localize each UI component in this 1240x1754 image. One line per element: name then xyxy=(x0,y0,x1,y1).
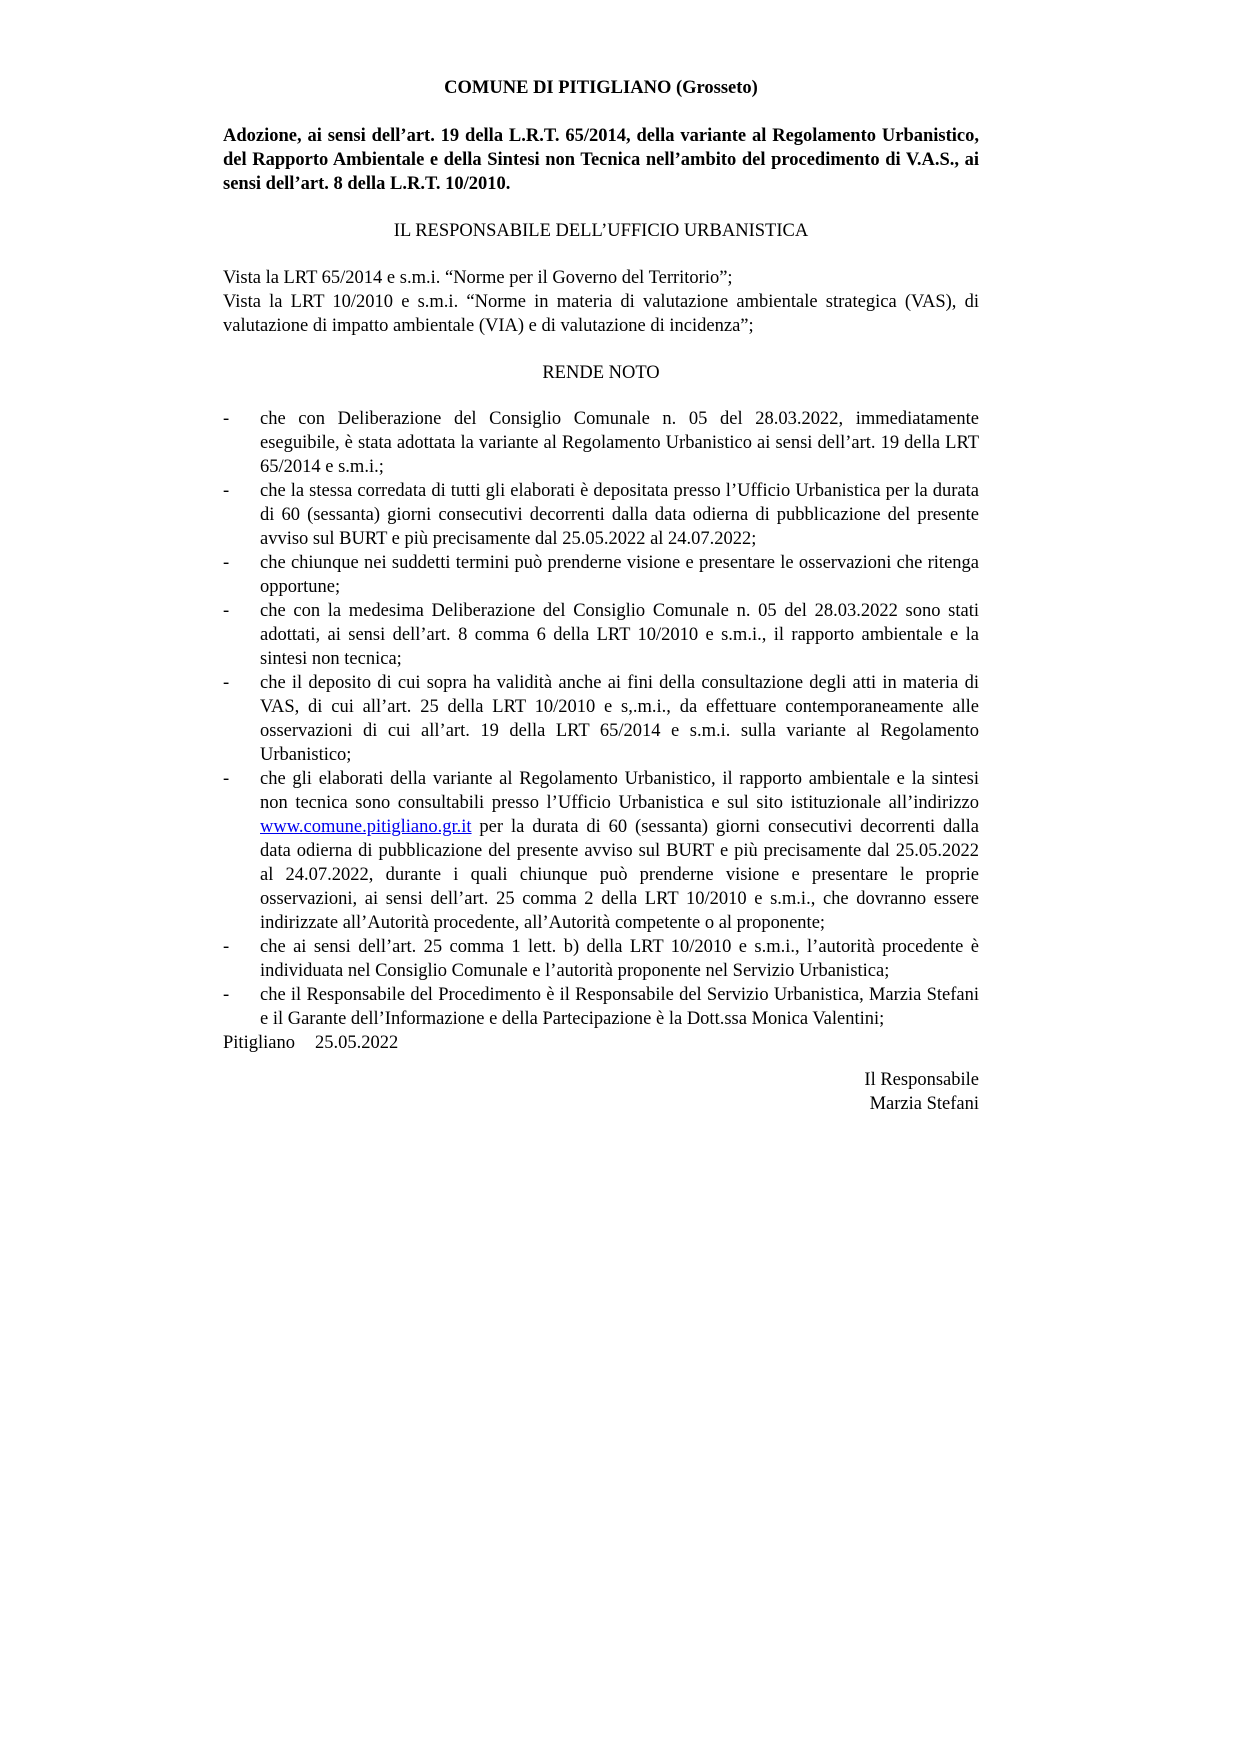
list-item xyxy=(223,599,979,671)
list-item-text-after-link: per la durata di 60 (sessanta) giorni consecutivi decorrenti dalla data odierna di pubblicazione del presente avviso sul BURT e più precisamente dal 25.05.2022 al 24.07.2022, durante i quali chiunque può prenderne visione e presentare le proprie osservazioni, ai sensi dell’art. 25 comma 2 della LRT 10/2010 e s.m.i., che dovranno essere indirizzate all’Autorità procedente, all’Autorità competente o al proponente; xyxy=(260,817,979,933)
list-item xyxy=(223,479,979,551)
bullet-dash: - xyxy=(223,769,230,789)
municipality-title: COMUNE DI PITIGLIANO (Grosseto) xyxy=(444,78,758,98)
signature-role: Il Responsabile xyxy=(864,1070,979,1090)
list-item-text: che ai sensi dell’art. 25 comma 1 lett. b) della LRT 10/2010 e s.m.i., l’autorità procedente è individuata nel Consiglio Comunale e l’autorità proponente nel Servizio Urbanistica; xyxy=(260,937,979,981)
rende-noto-heading: RENDE NOTO xyxy=(542,363,660,383)
list-item-text: che chiunque nei suddetti termini può prenderne visione e presentare le osservazioni che ritenga opportune; xyxy=(260,553,979,597)
bullet-dash: - xyxy=(223,601,230,621)
notice-items-list xyxy=(223,407,979,1031)
list-item xyxy=(223,407,979,479)
list-item-text: che con Deliberazione del Consiglio Comunale n. 05 del 28.03.2022, immediatamente eseguibile, è stata adottata la variante al Regolamento Urbanistico ai sensi dell’art. 19 della LRT 65/2014 e s.m.i.; xyxy=(260,409,979,477)
website-link[interactable]: www.comune.pitigliano.gr.it xyxy=(260,817,472,837)
bullet-dash: - xyxy=(223,937,230,957)
list-item-text: che il Responsabile del Procedimento è il Responsabile del Servizio Urbanistica, Marzia Stefani e il Garante dell’Informazione e della Partecipazione è la Dott.ssa Monica Valentini; xyxy=(260,985,979,1029)
list-item-text: che la stessa corredata di tutti gli elaborati è depositata presso l’Ufficio Urbanistica per la durata di 60 (sessanta) giorni consecutivi decorrenti dalla data odierna di pubblicazione del presente avviso sul BURT e più precisamente dal 25.05.2022 al 24.07.2022; xyxy=(260,481,979,549)
date: 25.05.2022 xyxy=(314,1033,399,1053)
place: Pitigliano xyxy=(223,1033,295,1053)
bullet-dash: - xyxy=(223,481,230,501)
bullet-dash: - xyxy=(223,553,230,573)
notice-subject: Adozione, ai sensi dell’art. 19 della L.R.T. 65/2014, della variante al Regolamento Urbanistico, del Rapporto Ambientale e della Sintesi non Tecnica nell’ambito del procedimento di V.A.S., ai sensi dell’art. 8 della L.R.T. 10/2010. xyxy=(223,126,979,194)
place-and-date xyxy=(223,1031,979,1055)
list-item xyxy=(223,767,979,935)
signature-name: Marzia Stefani xyxy=(869,1094,979,1114)
signature-block xyxy=(223,1068,979,1116)
list-item xyxy=(223,551,979,599)
office-title: IL RESPONSABILE DELL’UFFICIO URBANISTICA xyxy=(393,221,809,241)
legal-reference: Vista la LRT 10/2010 e s.m.i. “Norme in materia di valutazione ambientale strategica (VAS), di valutazione di impatto ambientale (VIA) e di valutazione di incidenza”; xyxy=(223,292,979,336)
list-item-text: che il deposito di cui sopra ha validità anche ai fini della consultazione degli atti in materia di VAS, di cui all’art. 25 della LRT 10/2010 e s,.m.i., da effettuare contemporaneamente alle osservazioni di cui all’art. 19 della LRT 65/2014 e s.m.i. sulla variante al Regolamento Urbanistico; xyxy=(260,673,979,765)
legal-reference: Vista la LRT 65/2014 e s.m.i. “Norme per il Governo del Territorio”; xyxy=(223,268,733,288)
bullet-dash: - xyxy=(223,673,230,693)
list-item-text: che con la medesima Deliberazione del Consiglio Comunale n. 05 del 28.03.2022 sono stati adottati, ai sensi dell’art. 8 comma 6 della LRT 10/2010 e s.m.i., il rapporto ambientale e la sintesi non tecnica; xyxy=(260,601,979,669)
bullet-dash: - xyxy=(223,985,230,1005)
bullet-dash: - xyxy=(223,409,230,429)
document-page xyxy=(223,76,979,1116)
list-item-text-before-link: che gli elaborati della variante al Regolamento Urbanistico, il rapporto ambientale e la sintesi non tecnica sono consultabili presso l’Ufficio Urbanistica e sul sito istituzionale all’indirizzo xyxy=(260,769,979,813)
list-item xyxy=(223,935,979,983)
list-item xyxy=(223,671,979,767)
list-item xyxy=(223,983,979,1031)
legal-references xyxy=(223,266,979,338)
